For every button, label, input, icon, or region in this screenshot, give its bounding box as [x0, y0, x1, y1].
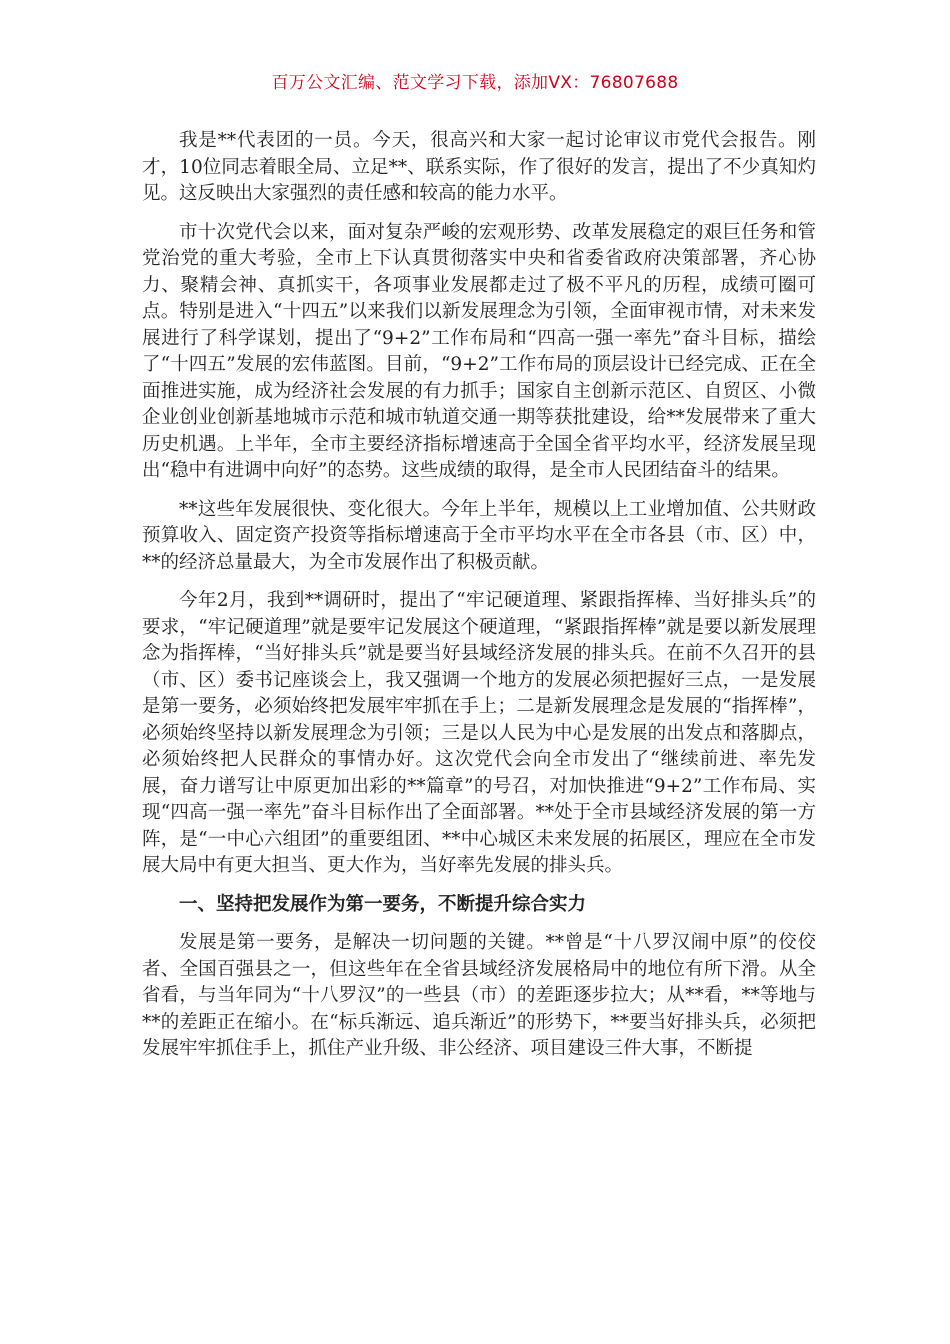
document-body — [142, 128, 816, 1075]
paragraph-section-body: 发展是第一要务，是解决一切问题的关键。**曾是“十八罗汉闹中原”的佼佼者、全国百强县之一，但这些年在全省县域经济发展格局中的地位有所下滑。从全省看，与当年同为“十八罗汉”的一些县（市）的差距逐步拉大；从**看，**等地与**的差距正在缩小。在“标兵渐远、追兵渐近”的形势下，**要当好排头兵，必须把发展牢牢抓住手上，抓住产业升级、非公经济、项目建设三件大事，不断提 — [142, 932, 816, 1059]
paragraph-achievements: 市十次党代会以来，面对复杂严峻的宏观形势、改革发展稳定的艰巨任务和管党治党的重大考验，全市上下认真贯彻落实中央和省委省政府决策部署，齐心协力、聚精会神、真抓实干，各项事业发展都走过了极不平凡的历程，成绩可圈可点。特别是进入“十四五”以来我们以新发展理念为引领，全面审视市情，对未来发展进行了科学谋划，提出了“9+2”工作布局和“四高一强一率先”奋斗目标，描绘了“十四五”发展的宏伟蓝图。目前，“9+2”工作布局的顶层设计已经完成、正在全面推进实施，成为经济社会发展的有力抓手；国家自主创新示范区、自贸区、小微企业创业创新基地城市示范和城市轨道交通一期等获批建设，给**发展带来了重大历史机遇。上半年，全市主要经济指标增速高于全国全省平均水平，经济发展呈现出“稳中有进调中向好”的态势。这些成绩的取得，是全市人民团结奋斗的结果。 — [142, 221, 816, 481]
paragraph-intro: 我是**代表团的一员。今天，很高兴和大家一起讨论审议市党代会报告。刚才，10位同志着眼全局、立足**、联系实际，作了很好的发言，提出了不少真知灼见。这反映出大家强烈的责任感和较高的能力水平。 — [142, 130, 816, 204]
paragraph-local-development: **这些年发展很快、变化很大。今年上半年，规模以上工业增加值、公共财政预算收入、固定资产投资等指标增速高于全市平均水平在全市各县（市、区）中，**的经济总量最大，为全市发展作出了积极贡献。 — [142, 498, 816, 573]
header-banner: 百万公文汇编、范文学习下载，添加VX：76807688 — [271, 73, 679, 93]
section-heading: 一、坚持把发展作为第一要务，不断提升综合实力 — [179, 893, 587, 915]
paragraph-requirements: 今年2月，我到**调研时，提出了“牢记硬道理、紧跟指挥棒、当好排头兵”的要求，“牢记硬道理”就是要牢记发展这个硬道理，“紧跟指挥棒”就是要以新发展理念为指挥棒，“当好排头兵”就是要当好县域经济发展的排头兵。在前不久召开的县（市、区）委书记座谈会上，我又强调一个地方的发展必须把握好三点，一是发展是第一要务，必须始终把发展牢牢抓在手上；二是新发展理念是发展的“指挥棒”，必须始终坚持以新发展理念为引领；三是以人民为中心是发展的出发点和落脚点，必须始终把人民群众的事情办好。这次党代会向全市发出了“继续前进、率先发展，奋力谱写让中原更加出彩的**篇章”的号召，对加快推进“9+2”工作布局、实现“四高一强一率先”奋斗目标作出了全面部署。**处于全市县域经济发展的第一方阵，是“一中心六组团”的重要组团、**中心城区未来发展的拓展区，理应在全市发展大局中有更大担当、更大作为，当好率先发展的排头兵。 — [142, 590, 816, 876]
